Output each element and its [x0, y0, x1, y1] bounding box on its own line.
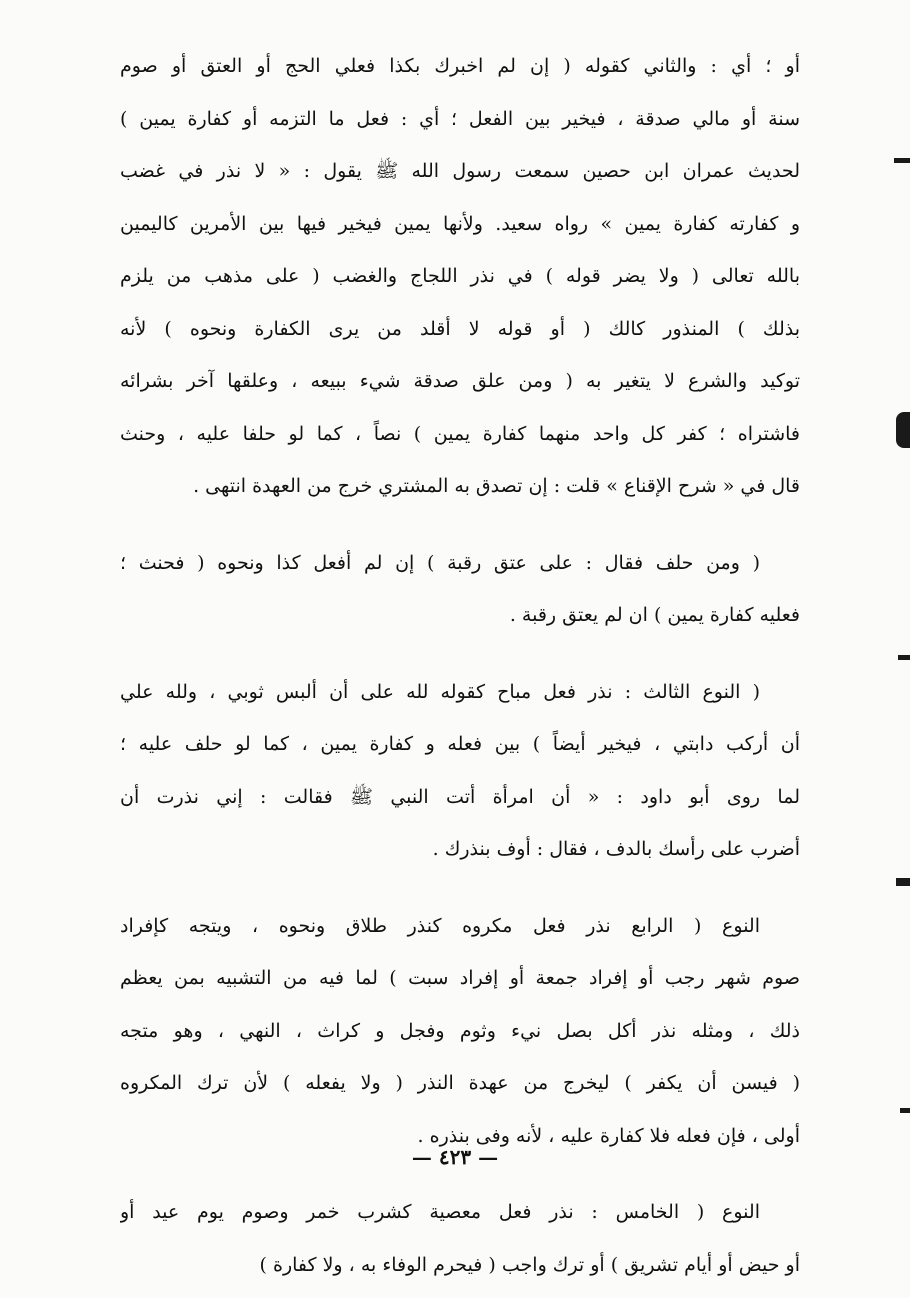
- paragraph: [120, 900, 800, 1163]
- text-line: أولى ، فإن فعله فلا كفارة عليه ، لأنه وفى بنذره .: [417, 1124, 800, 1147]
- paragraph-gap: [120, 513, 800, 537]
- page-body: [120, 40, 800, 1276]
- text-line: بالله تعالى ( ولا يضر قوله ) في نذر اللجاج والغضب ( على مذهب من يلزم: [120, 265, 800, 287]
- paragraph: [120, 40, 800, 513]
- text-line: ( فيسن أن يكفر ) ليخرج من عهدة النذر ( ولا يفعله ) لأن ترك المكروه: [120, 1072, 800, 1094]
- text-line: أو حيض أو أيام تشريق ) أو ترك واجب ( فيحرم الوفاء به ، ولا كفارة ): [259, 1253, 800, 1276]
- paragraph: [120, 1186, 800, 1291]
- text-line: بذلك ) المنذور كالك ( أو قوله لا أقلد من يرى الكفارة ونحوه ) لأنه: [120, 317, 800, 340]
- text-line: لحديث عمران ابن حصين سمعت رسول الله ﷺ يقول : « لا نذر في غضب: [120, 160, 800, 182]
- paragraph-gap: [120, 642, 800, 666]
- text-line: النوع ( الرابع نذر فعل مكروه كنذر طلاق ونحوه ، ويتجه كإفراد: [120, 914, 760, 937]
- paragraph: [120, 666, 800, 876]
- text-line: أن أركب دابتي ، فيخير أيضاً ) بين فعله و كفارة يمين ، كما لو حلف عليه ؛: [120, 733, 800, 755]
- scan-edge-mark: [896, 878, 910, 886]
- text-line: فعليه كفارة يمين ) ان لم يعتق رقبة .: [509, 604, 800, 626]
- text-line: فاشتراه ؛ كفر كل واحد منهما كفارة يمين ) نصاً ، كما لو حلفا عليه ، وحنث: [120, 422, 800, 445]
- text-line: أضرب على رأسك بالدف ، فقال : أوف بنذرك .: [432, 838, 800, 860]
- text-line: سنة أو مالي صدقة ، فيخير بين الفعل ؛ أي : فعل ما التزمه أو كفارة يمين ): [120, 107, 800, 130]
- text-line: و كفارته كفارة يمين » رواه سعيد. ولأنها يمين فيخير فيها بين الأمرين كاليمين: [120, 212, 800, 235]
- scan-edge-mark: [894, 158, 910, 163]
- scan-edge-mark: [896, 412, 910, 448]
- text-line: صوم شهر رجب أو إفراد جمعة أو إفراد سبت ) لما فيه من التشبيه بمن يعظم: [120, 967, 800, 989]
- text-line: لما روى أبو داود : « أن امرأة أتت النبي ﷺ فقالت : إني نذرت أن: [120, 785, 800, 808]
- text-line: توكيد والشرع لا يتغير به ( ومن علق صدقة شيء ببيعه ، وعلقها آخر بشرائه: [120, 370, 800, 392]
- text-line: قال في « شرح الإقناع » قلت : إن تصدق به المشتري خرج من العهدة انتهى .: [193, 475, 800, 497]
- paragraph-gap: [120, 876, 800, 900]
- text-line: ( النوع الثالث : نذر فعل مباح كقوله لله على أن ألبس ثوبي ، ولله علي: [120, 680, 760, 703]
- text-line: النوع ( الخامس : نذر فعل معصية كشرب خمر وصوم يوم عيد أو: [120, 1201, 760, 1223]
- scan-edge-mark: [898, 655, 910, 660]
- page-number: — ٤٢٣ —: [411, 1145, 499, 1169]
- scan-edge-mark: [900, 1108, 910, 1113]
- text-line: أو ؛ أي : والثاني كقوله ( إن لم اخبرك بكذا فعلي الحج أو العتق أو صوم: [120, 55, 800, 77]
- text-line: ذلك ، ومثله نذر أكل بصل نيء وثوم وفجل و كراث ، النهي ، وهو متجه: [120, 1019, 800, 1042]
- text-line: ( ومن حلف فقال : على عتق رقبة ) إن لم أفعل كذا ونحوه ( فحنث ؛: [120, 551, 760, 574]
- paragraph: [120, 537, 800, 642]
